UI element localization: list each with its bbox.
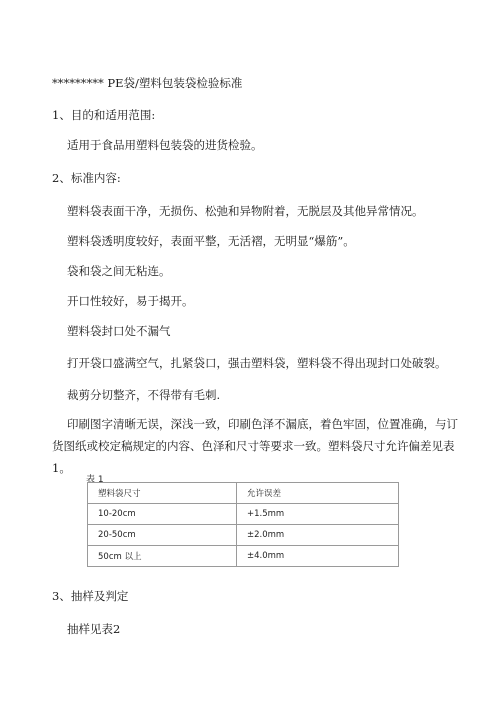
table-cell: ±2.0mm	[237, 525, 399, 546]
table-cell: ±4.0mm	[237, 546, 399, 567]
table-cell: 10-20cm	[88, 504, 237, 525]
size-tolerance-table	[87, 482, 399, 567]
section-1-body: 适用于食品用塑料包装袋的进货检验。	[67, 138, 263, 152]
table-cell: +1.5mm	[237, 504, 399, 525]
section-3-body: 抽样见表2	[67, 622, 121, 636]
table-row	[88, 504, 399, 525]
table-header-cell: 允许误差	[237, 483, 399, 504]
table-row	[88, 525, 399, 546]
document-title: ********* PE袋/塑料包装袋检验标准	[52, 76, 243, 90]
printing-requirements-paragraph: 印刷图字清晰无误，深浅一致，印刷色泽不漏底，着色牢固，位置准确，与订货图纸或校定稿规定的内容、色泽和尺寸等要求一致。塑料袋尺寸允许偏差见表1。	[52, 417, 458, 475]
standard-item: 塑料袋透明度较好，表面平整，无活褶，无明显“爆筋”。	[67, 234, 355, 248]
standard-item: 打开袋口盛满空气，扎紧袋口，强击塑料袋，塑料袋不得出现封口处破裂。	[67, 356, 447, 370]
standard-item: 塑料袋封口处不漏气	[67, 324, 171, 338]
table-cell: 20-50cm	[88, 525, 237, 546]
section-1-heading: 1、目的和适用范围:	[52, 108, 156, 122]
table-header-cell: 塑料袋尺寸	[88, 483, 237, 504]
table-caption: 表 1	[86, 475, 104, 485]
standard-item: 裁剪分切整齐，不得带有毛刺.	[67, 388, 221, 402]
standard-item: 塑料袋表面干净，无损伤、松弛和异物附着，无脱层及其他异常情况。	[67, 204, 424, 218]
section-2-heading: 2、标准内容:	[52, 171, 121, 185]
standard-item: 开口性较好，易于揭开。	[67, 294, 194, 308]
section-3-heading: 3、抽样及判定	[52, 589, 129, 603]
standard-item: 袋和袋之间无粘连。	[67, 264, 171, 278]
table-header-row	[88, 483, 399, 504]
table-row	[88, 546, 399, 567]
table-cell: 50cm 以上	[88, 546, 237, 567]
